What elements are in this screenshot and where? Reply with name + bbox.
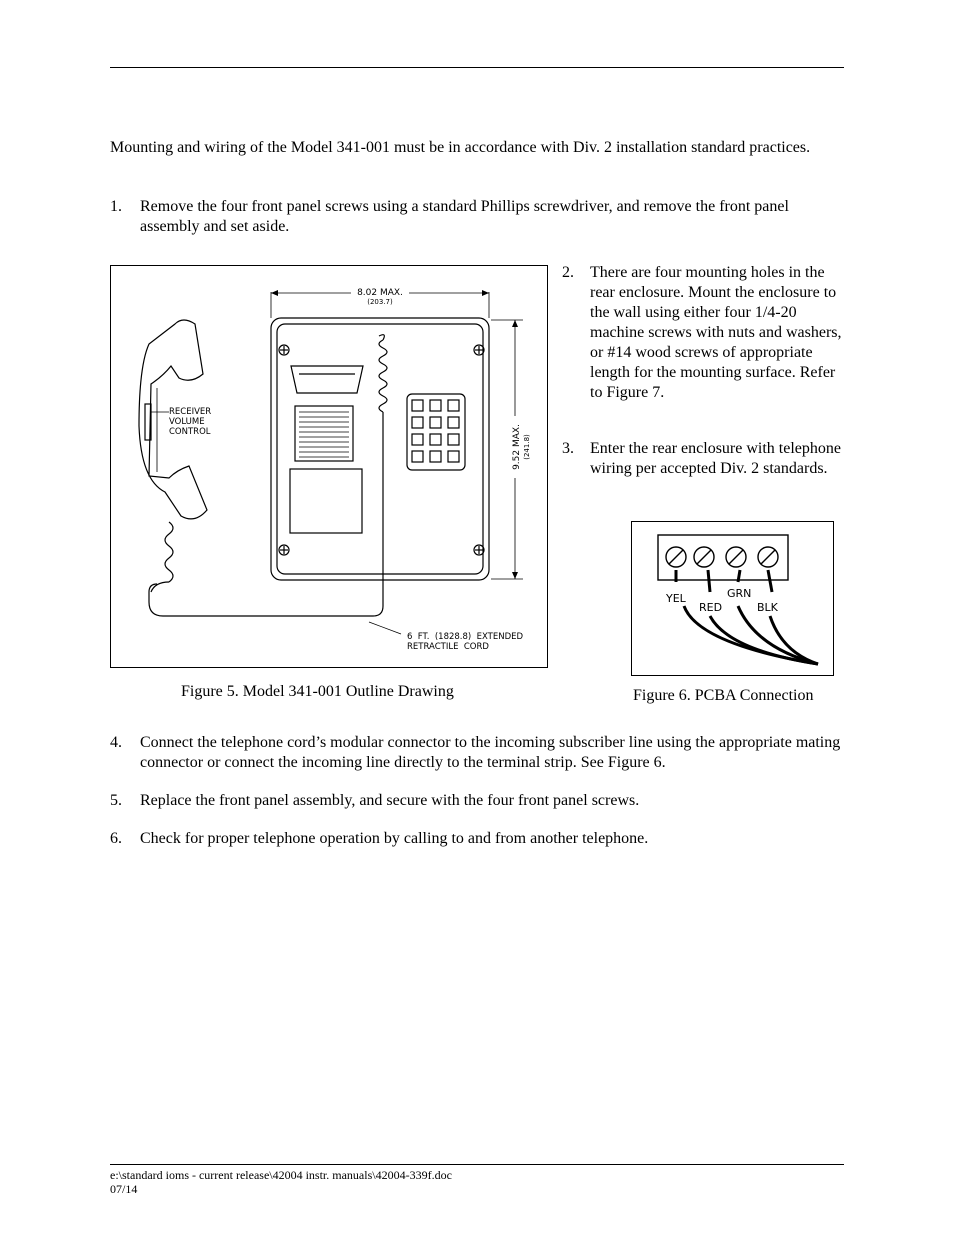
step-number: 1. (110, 198, 122, 215)
step-text: Remove the four front panel screws using a standard Phillips screwdriver, and remove the front panel assembly and set aside. (140, 198, 789, 235)
step-text: Replace the front panel assembly, and secure with the four front panel screws. (140, 792, 640, 809)
step-number: 6. (110, 830, 122, 847)
height-dimension-mm-label: (241.8) (523, 434, 531, 460)
step-5 (110, 791, 845, 811)
step-text: Check for proper telephone operation by calling to and from another telephone. (140, 830, 649, 847)
header-rule (110, 67, 844, 68)
step-6 (110, 829, 845, 849)
receiver-label-line-1: RECEIVER (169, 407, 212, 417)
intro-paragraph: Mounting and wiring of the Model 341-001 must be in accordance with Div. 2 installation standard practices. (110, 139, 811, 156)
step-2 (562, 263, 847, 423)
footer-rule (110, 1164, 844, 1165)
step-number: 2. (562, 264, 574, 281)
step-text: Connect the telephone cord’s modular connector to the incoming subscriber line using the appropriate mating connector or connect the incoming line directly to the terminal strip. See Figure 6. (140, 734, 841, 771)
step-1 (110, 197, 845, 237)
step-3 (562, 439, 847, 499)
step-number: 3. (562, 440, 574, 457)
step-text: Enter the rear enclosure with telephone wiring per accepted Div. 2 standards. (590, 440, 841, 477)
wire-label-blk: BLK (757, 601, 778, 614)
figure-6-pcba-connection (631, 521, 834, 676)
figure-5-caption: Figure 5. Model 341-001 Outline Drawing (181, 683, 454, 700)
step-number: 5. (110, 792, 122, 809)
wire-label-yel: YEL (666, 592, 686, 605)
footer-file-path: e:\standard ioms - current release\42004 instr. manuals\42004-339f.doc (110, 1168, 452, 1182)
receiver-label-line-3: CONTROL (169, 427, 211, 437)
figure-5-outline-drawing (110, 265, 548, 668)
step-number: 4. (110, 734, 122, 751)
height-dimension-label: 9.52 MAX. (512, 424, 522, 470)
width-dimension-label: 8.02 MAX. (357, 288, 403, 298)
wire-label-red: RED (699, 601, 723, 614)
cord-label-line-2: RETRACTILE CORD (407, 642, 489, 652)
cord-label-line-1: 6 FT. (1828.8) EXTENDED (407, 632, 524, 642)
wire-label-grn: GRN (727, 587, 752, 600)
step-4 (110, 733, 850, 773)
receiver-label-line-2: VOLUME (169, 417, 205, 427)
figure-6-caption: Figure 6. PCBA Connection (633, 687, 814, 704)
step-text: There are four mounting holes in the rear enclosure. Mount the enclosure to the wall using either four 1/4-20 machine screws with nuts and washers, or #14 wood screws of appropriate length for the mounting surface. Refer to Figure 7. (590, 264, 842, 401)
footer-date: 07/14 (110, 1182, 138, 1196)
width-dimension-mm-label: (203.7) (367, 298, 393, 306)
